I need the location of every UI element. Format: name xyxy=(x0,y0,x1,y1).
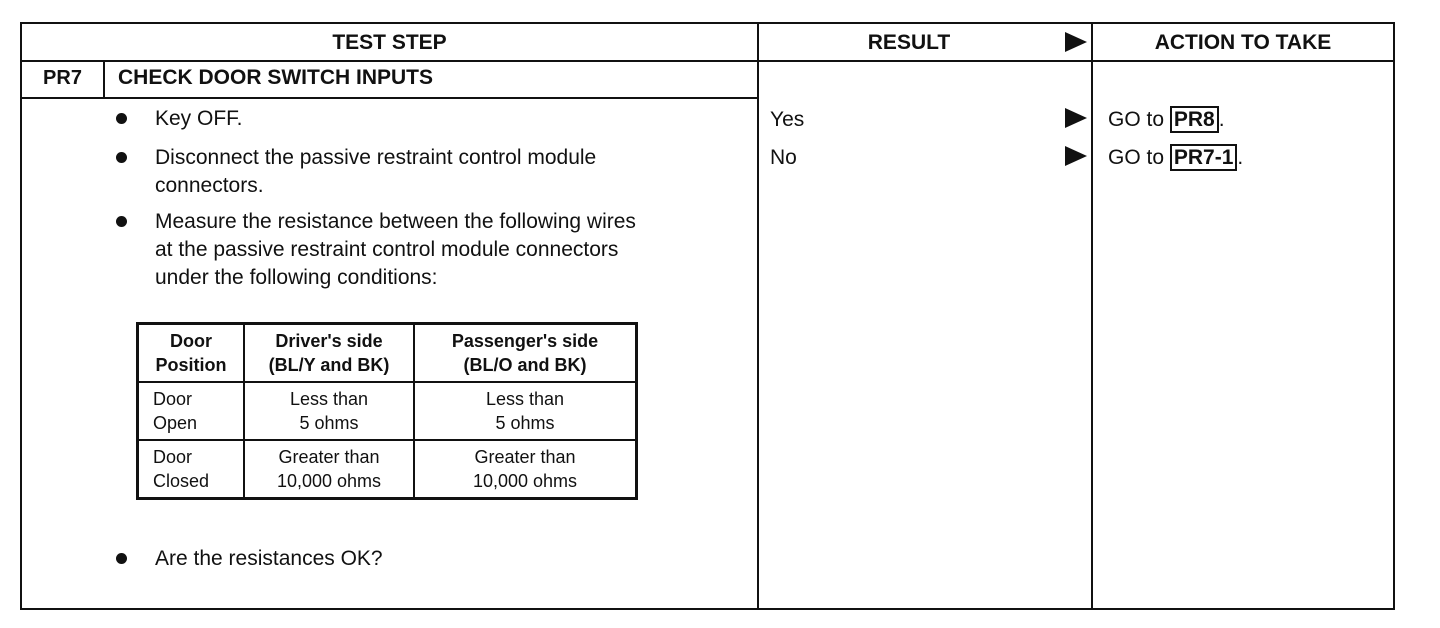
header-test-step: TEST STEP xyxy=(332,31,447,54)
table-border-top xyxy=(20,22,1395,24)
result-column-divider xyxy=(757,22,759,610)
step-id-divider xyxy=(103,60,105,99)
bullet-icon xyxy=(116,113,127,124)
header-result: RESULT xyxy=(867,31,951,54)
instruction-line: connectors. xyxy=(155,174,264,197)
result-yes: Yes xyxy=(770,108,805,131)
action-no: GO to PR7-1 . xyxy=(1108,146,1244,169)
arrow-icon xyxy=(1065,146,1087,166)
door-position-cell: Door Open xyxy=(138,382,245,440)
table-border-right xyxy=(1393,22,1395,610)
table-border-left xyxy=(20,22,22,610)
go-to-pr8-link[interactable]: PR8 xyxy=(1170,106,1219,133)
header-passengers-side: Passenger's side (BL/O and BK) xyxy=(414,324,637,383)
driver-resistance-cell: Greater than 10,000 ohms xyxy=(244,440,414,499)
arrow-icon xyxy=(1065,108,1087,128)
instruction-line: Measure the resistance between the following wires xyxy=(155,210,636,233)
passenger-resistance-cell: Less than 5 ohms xyxy=(414,382,637,440)
question-text: Are the resistances OK? xyxy=(155,547,383,570)
instruction-line: at the passive restraint control module connectors xyxy=(155,238,619,261)
header-action-to-take: ACTION TO TAKE xyxy=(1154,31,1332,54)
header-door-position: Door Position xyxy=(138,324,245,383)
instruction-line: under the following conditions: xyxy=(155,266,438,289)
action-column-divider xyxy=(1091,22,1093,610)
step-title: CHECK DOOR SWITCH INPUTS xyxy=(118,66,433,89)
instruction-line: Disconnect the passive restraint control module xyxy=(155,146,597,169)
bullet-icon xyxy=(116,216,127,227)
step-title-separator xyxy=(20,97,759,99)
table-row xyxy=(138,382,637,440)
instruction-line: Key OFF. xyxy=(155,107,243,130)
table-border-bottom xyxy=(20,608,1395,610)
header-separator xyxy=(20,60,1395,62)
header-drivers-side: Driver's side (BL/Y and BK) xyxy=(244,324,414,383)
door-position-cell: Door Closed xyxy=(138,440,245,499)
bullet-icon xyxy=(116,152,127,163)
driver-resistance-cell: Less than 5 ohms xyxy=(244,382,414,440)
result-no: No xyxy=(770,146,797,169)
resistance-table xyxy=(136,322,638,500)
bullet-icon xyxy=(116,553,127,564)
table-row xyxy=(138,440,637,499)
go-to-pr7-1-link[interactable]: PR7-1 xyxy=(1170,144,1238,171)
passenger-resistance-cell: Greater than 10,000 ohms xyxy=(414,440,637,499)
resistance-table-header xyxy=(138,324,637,383)
step-id: PR7 xyxy=(43,67,82,89)
header-arrow-icon xyxy=(1065,32,1087,52)
action-yes: GO to PR8 . xyxy=(1108,108,1225,131)
